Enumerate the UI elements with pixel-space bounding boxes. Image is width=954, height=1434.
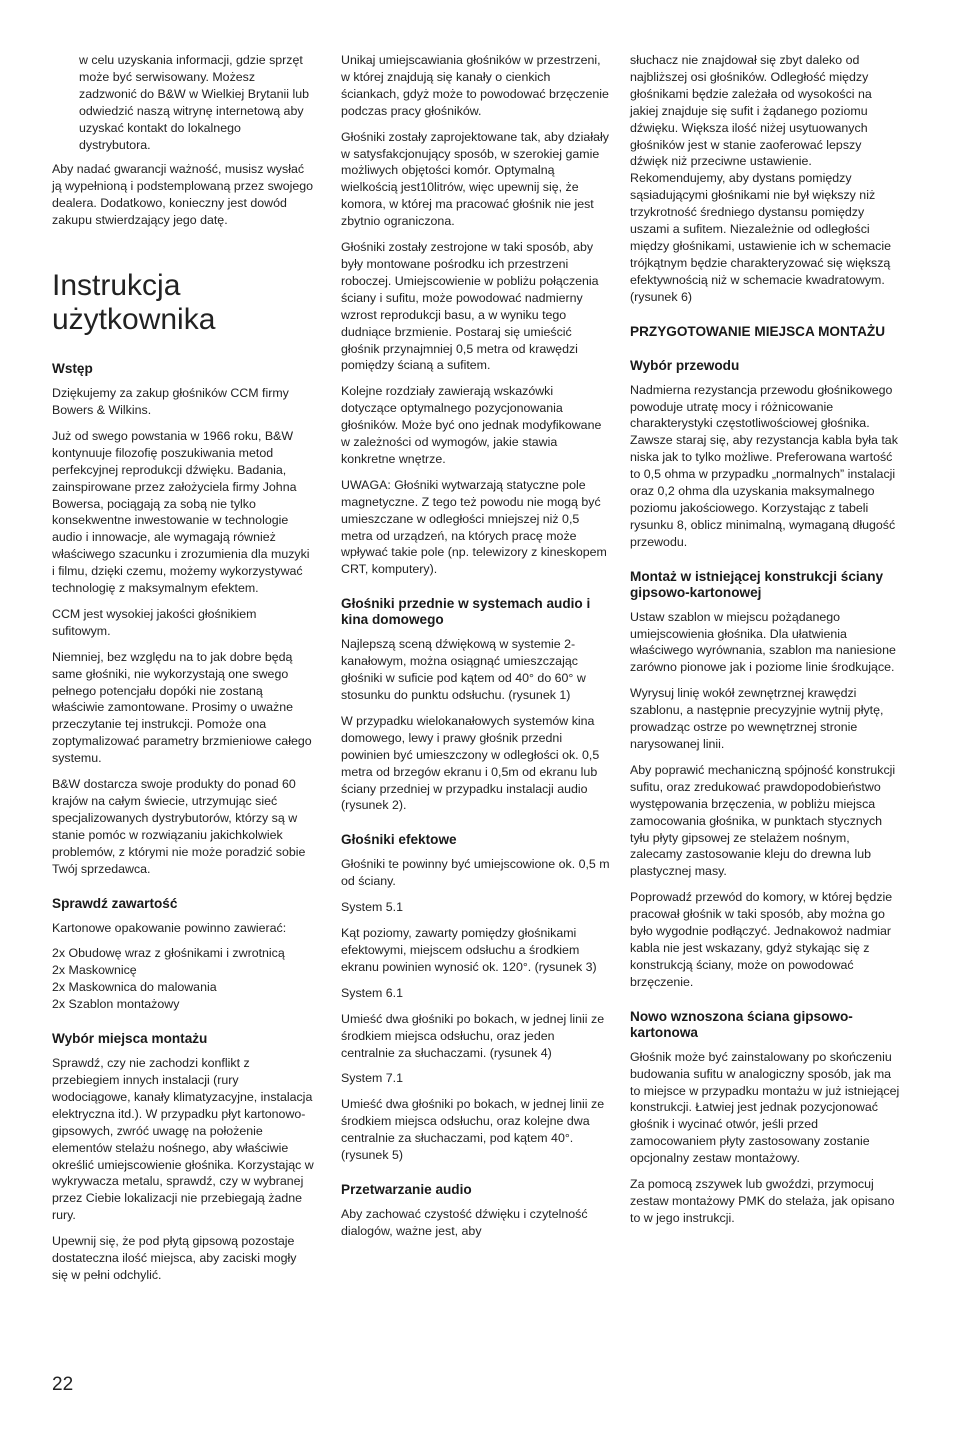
new-wall-heading: Nowo wznoszona ściana gipsowo-kartonowa [630,1008,853,1040]
audio-paragraph: Aby zachować czystość dźwięku i czytelność dialogów, ważne jest, aby [341,1206,588,1238]
front-paragraph: Najlepszą sceną dźwiękową w systemie 2-kanałowym, można osiągnąć umieszczając głośniki w suficie pod kątem od 40° do 60° w stosunku do punktu odsłuchu. (rysunek 1) [341,637,586,702]
list-item: 2x Maskownicę [52,963,137,978]
list-item: 2x Maskownica do malowania [52,980,217,995]
system-paragraph: Kąt poziomy, zawarty pomiędzy głośnikami efektowymi, miejscem odsłuchu a środkiem ekranu powinien wynosić ok. 120°. (rysunek 3) [341,926,597,974]
body-paragraph: Głośniki zostały zaprojektowane tak, aby działały w satysfakcjonujący sposób, w szerokiej gamie możliwych objętości komór. Optymalną wielkością jest10litrów, więc upewnij się, że komora, w której ma pracować głośnik nie jest zbytnio ograniczona. [341,129,609,229]
existing-paragraph: Poprowadź przewód do komory, w której będzie pracował głośnik w taki sposób, aby można go było wygodnie podłączyć. Jednakowoż nadmiar kabla nie jest wskazany, gdyż stykając się z konstrukcją ściany, może on powodować brzęczenie. [630,890,893,989]
intro-paragraph: CCM jest wysokiej jakości głośnikiem sufitowym. [52,606,257,638]
existing-paragraph: Wyrysuj linię wokół zewnętrznej krawędzi szablonu, a następnie precyzyjnie wytnij płytę, prowadząc ostrze po wewnętrznej stronie narysowanej linii. [630,686,884,751]
existing-wall-heading: Montaż w istniejącej konstrukcji ściany gipsowo-kartonowej [630,568,884,600]
system-label: System 5.1 [341,900,403,915]
intro-paragraph: B&W dostarcza swoje produkty do ponad 60 krajów na całym świecie, utrzymując sieć specjalizowanych dystrybutorów, którzy są w stanie pomóc w rozwiązaniu jakichkolwiek problemów, z którymi nie może poradzić sobie Twój sprzedawca. [52,777,306,876]
location-heading: Wybór miejsca montażu [52,1031,208,1047]
front-speakers-heading: Głośniki przednie w systemach audio i kina domowego [341,596,591,628]
cable-heading: Wybór przewodu [630,357,740,373]
body-paragraph: słuchacz nie znajdował się zbyt daleko od najbliższej osi głośników. Odległość między głośnikami będzie zależała od wysokości na jakiej znajduje się sufit i żądanego poziomu dźwięku. Większa ilość niżej usytuowanych głośników jest w stanie zaoferować lepszy dźwięk niż przeciwne ustawienie. Rekomendujemy, aby dystans pomiędzy sąsiadującymi głośnikami nie był większy niż trzykrotność średniego dystansu pomiędzy uszami a sufitem. Niezależnie od odległości między głośnikami, ustawienie ich w schemacie trójkątnym będzie charakteryzować się większą efektywnością niż w schemacie kwadratowym. (rysunek 6) [630,53,891,304]
system-label: System 7.1 [341,1071,403,1086]
intro-heading: Wstęp [52,361,93,377]
body-paragraph: Unikaj umiejscawiania głośników w przestrzeni, w której znajdują się kanały o cienkich ściankach, gdyż może to powodować brzęczenie podczas pracy głośników. [341,53,609,118]
location-paragraph: Sprawdź, czy nie zachodzi konflikt z przebiegiem innych instalacji (rury wodociągowe, kanały klimatyzacyjne, instalacja elektryczna itd.). W przypadku płyt kartonowo-gipsowych, zwróć uwagę na położenie elementów stelażu nośnego, aby właściwie określić umiejscowienie głośnika. Korzystając w wykrywacza metalu, sprawdź, czy w wybranej przez Ciebie lokalizacji nie przebiegają żadne rury. [52,1056,314,1223]
contents-heading: Sprawdź zawartość [52,895,178,911]
front-paragraph: W przypadku wielokanałowych systemów kina domowego, lewy i prawy głośnik przedni powinien być umieszczony w odległości ok. 0,5 metra od brzegów ekranu i 0,5m od ekranu lub ściany przedniej w przypadku instalacji audio (rysunek 2). [341,713,600,813]
system-paragraph: Umieść dwa głośniki po bokach, w jednej linii ze środkiem miejsca odsłuchu, oraz jeden centralnie za słuchaczami. (rysunek 4) [341,1011,605,1060]
existing-paragraph: Ustaw szablon w miejscu pożądanego umiejscowienia głośnika. Dla ułatwienia właściwego wyrównania, szablon ma naniesione zarówno pionowe jak i poziome linie środkujące. [630,609,896,675]
effects-paragraph: Głośniki te powinny być umiejscowione ok. 0,5 m od ściany. [341,857,610,889]
body-paragraph: Głośniki zostały zestrojone w taki sposób, aby były montowane pośrodku ich przestrzeni roboczej. Umiejscowienie w pobliżu połączenia ściany i sufitu, może powodować nadmierny wzrost reprodukcji basu, a w wyniku tego dudniące brzmienie. Postaraj się umieścić głośnik przynajmniej 0,5 metra od krawędzi pomiędzy ścianą a sufitem. [341,240,599,373]
page-title [52,269,314,337]
cable-paragraph: Nadmierna rezystancja przewodu głośnikowego powoduje utratę mocy i różnicowanie charakterystyki częstotliwościowej głośnika. Zawsze staraj się, aby rezystancja kabla była tak niska jak to tylko możliwe. Preferowana wartość to 0,5 ohma w przypadku „normalnych” instalacji oraz 0,2 ohma dla uzyskania maksymalnego poziomu jakościowego. Korzystając z tabeli rysunku 8, oblicz minimalną, wymaganą długość przewodu. [630,382,898,549]
system-paragraph: Umieść dwa głośniki po bokach, w jednej linii ze środkiem miejsca odsłuchu, oraz kolejne dwa centralnie za słuchaczami, pod kątem 40°. (rysunek 5) [341,1097,605,1163]
audio-heading: Przetwarzanie audio [341,1181,472,1197]
intro-paragraph: Niemniej, bez względu na to jak dobre będą same głośniki, nie wykorzystają one swego pełnego potencjału dopóki nie zostaną właściwie zamontowane. Prosimy o uważne przeczytanie tej instrukcji. Pomoże ona zoptymalizować parametry brzmieniowe całego systemu. [52,649,312,766]
contents-intro: Kartonowe opakowanie powinno zawierać: [52,920,287,935]
intro-paragraph: Dziękujemy za zakup głośników CCM firmy Bowers & Wilkins. [52,386,289,417]
effects-heading: Głośniki efektowe [341,832,457,848]
warning-paragraph: UWAGA: Głośniki wytwarzają statyczne pole magnetyczne. Z tego też powodu nie mogą być umieszczane w odległości mniejszej niż 0,5 metra od urządzeń, na których pracę może wpływać takie pole (np. telewizory z kineskopem CRT, komputery). [341,477,607,577]
system-label: System 6.1 [341,985,403,1000]
body-paragraph: Kolejne rozdziały zawierają wskazówki dotyczące optymalnego pozycjonowania głośników. Może być ono jednak modyfikowane w zależności od wymogów, jakie stawia konkretne wnętrze. [341,384,602,466]
contents-list [52,945,314,1013]
column-middle [341,52,611,1249]
prep-heading: PRZYGOTOWANIE MIEJSCA MONTAŻU [630,323,886,339]
new-wall-paragraph: Głośnik może być zainstalowany po skończeniu budowania sufitu w analogiczny sposób, jak ma to miejsce w przypadku montażu w już istniejącej konstrukcji. Łatwiej jest jednak pozycjonować głośnik i wycinać otwór, jeśli przed zamocowaniem płyty zastosowany zostanie opcjonalny zestaw montażowy. [630,1049,900,1166]
page-title-line2: użytkownika [52,303,216,337]
warranty-note-paragraph: Aby nadać gwarancji ważność, musisz wysłać ją wypełnioną i podstemplowaną przez swojego dealera. Dodatkowo, konieczny jest dowód zakupu stwierdzający jego datę. [52,162,314,228]
existing-paragraph: Aby poprawić mechaniczną spójność konstrukcji sufitu, oraz zredukować prawdopodobieństwo występowania brzęczenia, w pobliżu miejsca zamocowania głośnika, w punktach stycznych tyłu płyty gipsowej ze stelażem nośnym, zalecamy zastosowanie kleju do drewna lub plastycznej masy. [630,762,896,879]
list-item: 2x Obudowę wraz z głośnikami i zwrotnicą [52,946,285,961]
column-left [52,52,314,1293]
list-item: 2x Szablon montażowy [52,997,180,1012]
new-wall-paragraph: Za pomocą zszywek lub gwoździ, przymocuj zestaw montażowy PMK do stelaża, jak opisano to w jego instrukcji. [630,1177,895,1225]
warranty-indent-paragraph: w celu uzyskania informacji, gdzie sprzęt może być serwisowany. Możesz zadzwonić do B&W w Wielkiej Brytanii lub odwiedzić naszą witrynę internetową aby uzyskać kontakt do lokalnego dystrybutora. [79,53,309,152]
page-title-line1: Instrukcja [52,269,181,303]
intro-paragraph: Już od swego powstania w 1966 roku, B&W kontynuuje filozofię poszukiwania metod perfekcyjnej reprodukcji dźwięku. Badania, zainspirowane przez założyciela firmy Johna Bowersa, pociągają za sobą nie tylko konsekwentne inwestowanie w technologie audio i innowacje, ale wymagają również właściwego szacunku i zrozumienia dla muzyki i filmu, dzięki czemu, możemy wykorzystywać technologię z maksymalnym efektem. [52,428,310,596]
location-paragraph: Upewnij się, że pod płytą gipsową pozostaje dostateczna ilość miejsca, aby zaciski mogły się w pełni odchylić. [52,1234,297,1282]
column-right [630,52,902,1236]
page-number: 22 [52,1374,74,1395]
